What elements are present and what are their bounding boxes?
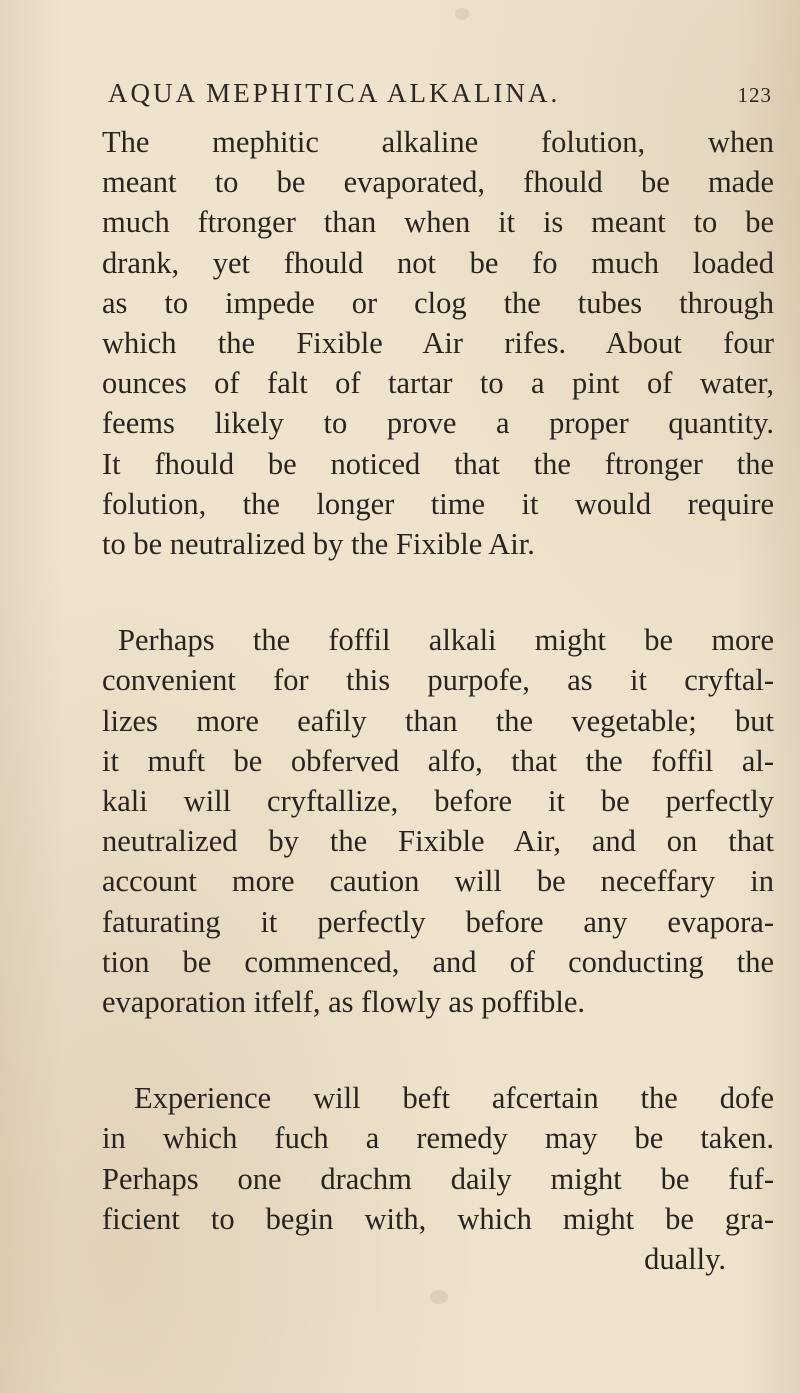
text-line: drank, yet fhould not be fo much loaded [102, 245, 774, 280]
text-line: neutralized by the Fixible Air, and on that [102, 824, 774, 859]
running-head-title: AQUA MEPHITICA ALKALINA. [108, 78, 561, 108]
text-line: feems likely to prove a proper quantity. [102, 406, 774, 441]
text-line: ficient to begin with, which might be gra- [102, 1201, 774, 1236]
text-line: which the Fixible Air rifes. About four [102, 326, 774, 361]
body-text [102, 122, 774, 1279]
ink-smudge [430, 1290, 448, 1304]
catchword: dually. [644, 1242, 726, 1277]
text-line: as to impede or clog the tubes through [102, 285, 774, 320]
text-line: folution, the longer time it would require [102, 486, 774, 521]
text-line: convenient for this purpofe, as it cryftal- [102, 663, 774, 698]
text-line: kali will cryftallize, before it be perfectly [102, 784, 774, 819]
text-line: It fhould be noticed that the ftronger the [102, 446, 774, 481]
ink-smudge [455, 8, 469, 20]
text-line: much ftronger than when it is meant to be [102, 205, 774, 240]
text-line: Perhaps the foffil alkali might be more [118, 623, 774, 658]
text-line: Perhaps one drachm daily might be fuf- [102, 1161, 774, 1196]
text-line: meant to be evaporated, fhould be made [102, 165, 774, 200]
text-line: The mephitic alkaline folution, when [102, 125, 774, 159]
text-line: ounces of falt of tartar to a pint of water, [102, 366, 774, 401]
text-line: tion be commenced, and of conducting the [102, 944, 774, 979]
text-line: to be neutralized by the Fixible Air. [102, 527, 535, 562]
text-line: in which fuch a remedy may be taken. [102, 1121, 774, 1156]
text-line: faturating it perfectly before any evapora- [102, 904, 774, 939]
paragraph-1 [102, 122, 774, 564]
text-line: evaporation itfelf, as flowly as poffible. [102, 985, 586, 1020]
paragraph-gap [102, 1022, 774, 1078]
paragraph-2 [102, 620, 774, 1022]
paragraph-3 [102, 1078, 774, 1279]
text-line: account more caution will be neceffary in [102, 864, 774, 899]
text-line: lizes more eafily than the vegetable; but [102, 703, 774, 738]
page-number: 123 [737, 83, 772, 107]
paragraph-gap [102, 564, 774, 620]
text-line: Experience will beft afcertain the dofe [134, 1081, 774, 1116]
text-line: it muft be obferved alfo, that the foffil al- [102, 743, 774, 778]
running-head [108, 78, 772, 114]
